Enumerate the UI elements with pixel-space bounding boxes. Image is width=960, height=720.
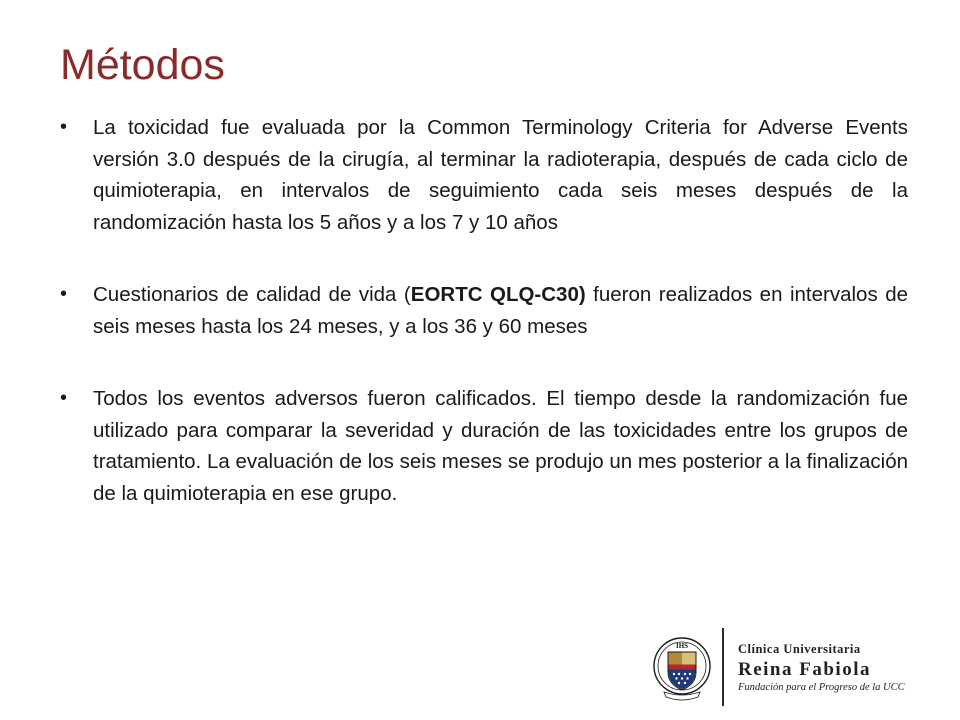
bullet-item [60,383,908,509]
bullet-text-post: fueron realizados en intervalos de seis meses hasta los 24 meses, y a los 36 y 60 meses [93,283,908,338]
bullet-marker: • [60,387,68,409]
bullet-text-pre: Cuestionarios de calidad de vida ( [93,283,411,306]
bullet-item [60,112,908,238]
seal-icon [652,620,712,712]
bullet-marker: • [60,116,68,138]
logo-divider [722,628,724,706]
logo-line1: Clínica Universitaria [738,642,861,656]
bullet-text: La toxicidad fue evaluada por la Common Terminology Criteria for Adverse Events versión 3.0 después de la cirugía, al terminar la radioterapia, después de cada ciclo de quimioterapia, en intervalos de seguimiento cada seis meses después de la randomización hasta los 5 años y a los 7 y 10 años [93,116,908,234]
bullet-list [60,112,908,550]
clinic-logo [652,620,932,712]
bullet-text: Todos los eventos adversos fueron calificados. El tiempo desde la randomización fue utilizado para comparar la severidad y duración de las toxicidades entre los grupos de tratamiento. La evaluación de los seis meses se produjo un mes posterior a la finalización de la quimioterapia en ese grupo. [93,387,908,505]
bullet-item [60,279,908,342]
bullet-marker: • [60,283,68,305]
bullet-text-bold: EORTC QLQ-C30) [410,283,586,306]
seal-letters: IHS [675,642,689,650]
slide-title: Métodos [60,41,225,89]
logo-text [738,642,938,693]
logo-line2: Reina Fabiola [738,659,871,680]
logo-line3: Fundación para el Progreso de la UCC [738,682,905,693]
